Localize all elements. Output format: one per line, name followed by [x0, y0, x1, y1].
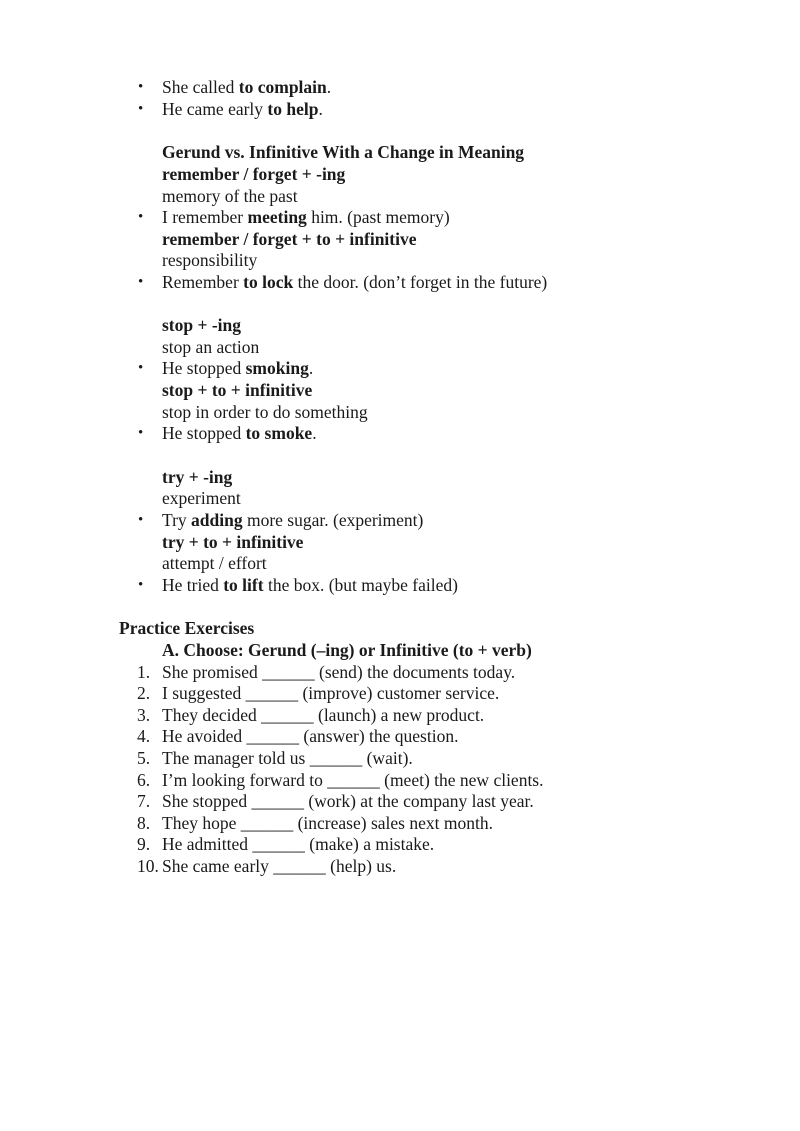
text: . [318, 99, 323, 119]
text: Remember [162, 272, 244, 292]
bold-text: adding [191, 510, 243, 530]
example-try-gerund [162, 509, 423, 531]
rule-desc-stop-gerund: stop an action [162, 337, 260, 357]
text: She called [162, 77, 239, 97]
item-text: She promised ______ (send) the documents today. [162, 662, 516, 682]
rule-desc-stop-infinitive: stop in order to do something [162, 402, 368, 422]
rule-label-try-infinitive: try + to + infinitive [162, 532, 304, 552]
exercise-item [137, 812, 493, 834]
exercise-item [137, 855, 397, 877]
item-text: He admitted ______ (make) a mistake. [162, 834, 435, 854]
item-number: 6. [137, 770, 151, 790]
text: He stopped [162, 358, 246, 378]
text: . [308, 358, 314, 378]
rule-desc-try-infinitive: attempt / effort [162, 553, 267, 573]
text: the box. (but maybe failed) [263, 575, 458, 595]
item-number: 4. [137, 726, 151, 746]
example-try-infinitive [162, 574, 458, 596]
text: the door. (don’t forget in the future) [293, 272, 548, 292]
section-heading-practice: Practice Exercises [119, 618, 255, 638]
item-text: They hope ______ (increase) sales next month. [162, 813, 493, 833]
text: him. (past memory) [306, 207, 450, 227]
item-number: 7. [137, 791, 151, 811]
exercise-item [137, 661, 516, 683]
example-remember-infinitive [162, 271, 547, 293]
item-number: 8. [137, 813, 151, 833]
item-text: I’m looking forward to ______ (meet) the new clients. [162, 770, 544, 790]
rule-label-remember-infinitive: remember / forget + to + infinitive [162, 229, 417, 249]
item-number: 3. [137, 705, 151, 725]
rule-label-stop-gerund: stop + -ing [162, 315, 242, 335]
rule-label-remember-gerund: remember / forget + -ing [162, 164, 346, 184]
text: . [312, 423, 317, 443]
exercise-item [137, 833, 435, 855]
rule-desc-try-gerund: experiment [162, 488, 241, 508]
text: Try [162, 510, 192, 530]
item-text: I suggested ______ (improve) customer service. [162, 683, 500, 703]
bullet-item-help [162, 98, 323, 120]
rule-label-stop-infinitive: stop + to + infinitive [162, 380, 313, 400]
text: I remember [162, 207, 248, 227]
example-remember-gerund [162, 206, 450, 228]
item-number: 1. [137, 662, 151, 682]
example-stop-gerund [162, 357, 313, 379]
text: . [326, 77, 332, 97]
item-number: 9. [137, 834, 151, 854]
exercise-item [137, 790, 534, 812]
item-number: 2. [137, 683, 151, 703]
rule-label-try-gerund: try + -ing [162, 467, 233, 487]
bold-text: meeting [247, 207, 307, 227]
exercise-item [137, 682, 500, 704]
text: He tried [162, 575, 224, 595]
item-text: The manager told us ______ (wait). [162, 748, 413, 768]
text: more sugar. (experiment) [242, 510, 424, 530]
bullet-item-complain [162, 76, 331, 98]
rule-desc-remember-infinitive: responsibility [162, 250, 258, 270]
text: He came early [162, 99, 268, 119]
bold-text: to lock [243, 272, 294, 292]
exercise-item [137, 747, 413, 769]
bold-text: to smoke [245, 423, 313, 443]
exercise-item [137, 725, 459, 747]
item-text: She came early ______ (help) us. [162, 856, 397, 876]
bold-text: to lift [223, 575, 264, 595]
example-stop-infinitive [162, 422, 317, 444]
item-text: They decided ______ (launch) a new product. [162, 705, 485, 725]
item-number: 10. [137, 856, 159, 876]
bold-text: to complain [238, 77, 327, 97]
rule-desc-remember-gerund: memory of the past [162, 186, 298, 206]
item-text: He avoided ______ (answer) the question. [162, 726, 459, 746]
exercise-heading-a: A. Choose: Gerund (–ing) or Infinitive (to + verb) [162, 640, 532, 660]
bold-text: smoking [245, 358, 309, 378]
bold-text: to help [267, 99, 319, 119]
exercise-item [137, 704, 485, 726]
item-number: 5. [137, 748, 151, 768]
section-heading-meaning: Gerund vs. Infinitive With a Change in Meaning [162, 142, 525, 162]
text: He stopped [162, 423, 246, 443]
exercise-item [137, 769, 544, 791]
item-text: She stopped ______ (work) at the company last year. [162, 791, 534, 811]
